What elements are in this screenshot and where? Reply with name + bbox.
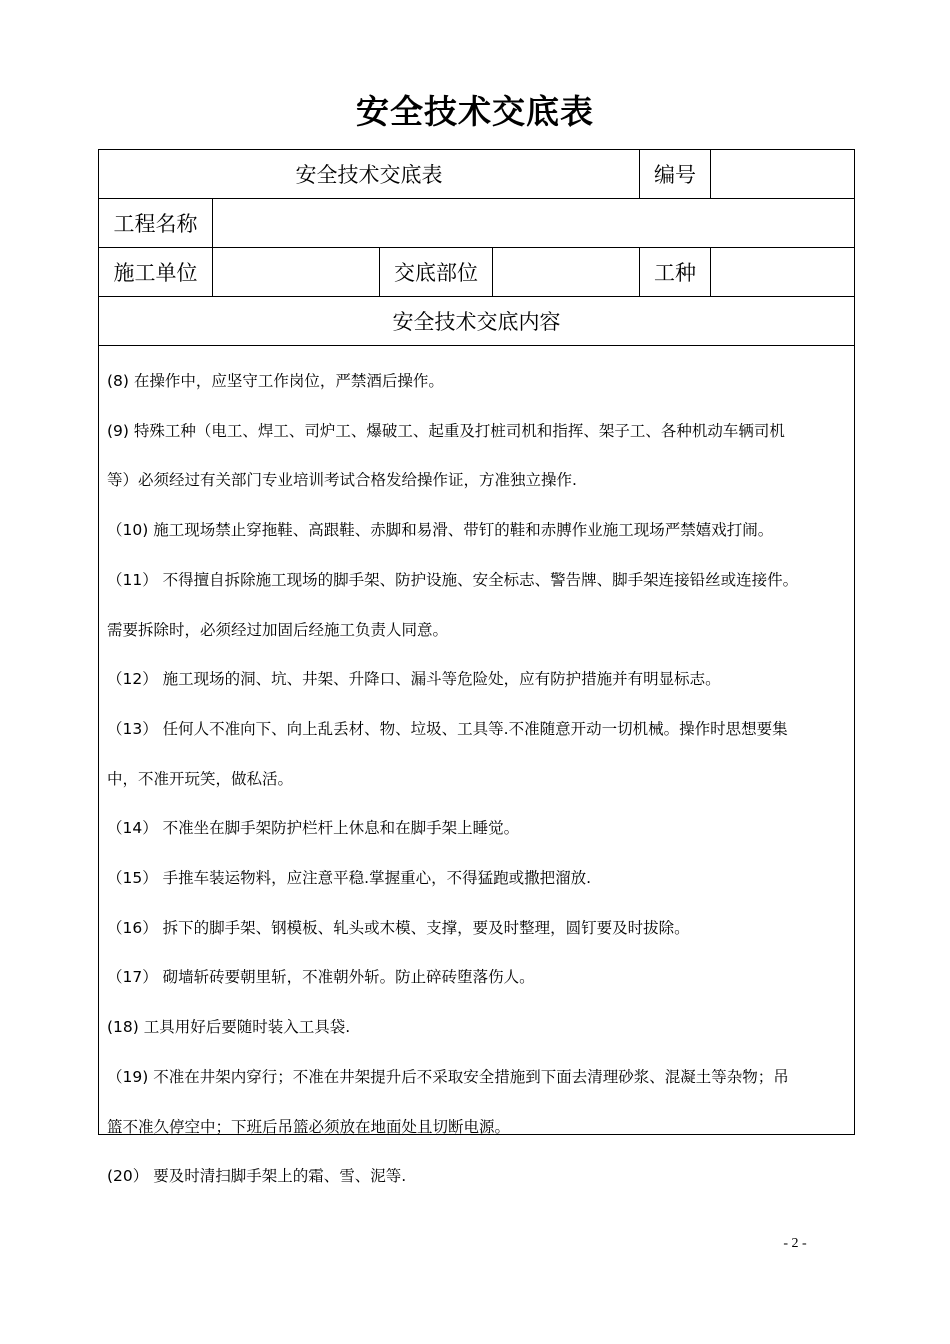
content-line: 中，不准开玩笑，做私活。 <box>107 769 294 788</box>
content-line: （13） 任何人不准向下、向上乱丢材、物、垃圾、工具等.不准随意开动一切机械。操作时思想要集 <box>107 719 788 738</box>
content-line: (20） 要及时清扫脚手架上的霜、雪、泥等. <box>107 1167 407 1186</box>
content-heading-row <box>99 297 855 346</box>
content-body <box>99 346 854 1186</box>
unit-row <box>99 248 855 297</box>
content-line: 等）必须经过有关部门专业培训考试合格发给操作证，方准独立操作. <box>107 471 577 490</box>
number-label: 编号 <box>640 150 711 199</box>
content-line: 篮不准久停空中；下班后吊篮必须放在地面处且切断电源。 <box>107 1117 511 1136</box>
content-line: （17） 砌墙斩砖要朝里斩，不准朝外斩。防止碎砖堕落伤人。 <box>107 968 535 987</box>
content-line: （14） 不准坐在脚手架防护栏杆上休息和在脚手架上睡觉。 <box>107 819 520 838</box>
page-number: - 2 - <box>783 1236 807 1251</box>
document-title: 安全技术交底表 <box>356 92 594 131</box>
work-type-label: 工种 <box>640 248 711 297</box>
content-line: （15） 手推车装运物料，应注意平稳.掌握重心，不得猛跑或撒把溜放. <box>107 869 592 888</box>
construction-unit-label: 施工单位 <box>99 248 213 297</box>
work-type-field[interactable] <box>711 248 855 297</box>
number-field[interactable] <box>711 150 855 199</box>
construction-unit-field[interactable] <box>213 248 380 297</box>
project-name-row <box>99 199 855 248</box>
table-header-title: 安全技术交底表 <box>99 150 640 199</box>
briefing-part-label: 交底部位 <box>380 248 493 297</box>
content-heading: 安全技术交底内容 <box>99 297 855 346</box>
project-name-label: 工程名称 <box>99 199 213 248</box>
table-header-row <box>99 150 855 199</box>
content-line: （10) 施工现场禁止穿拖鞋、高跟鞋、赤脚和易滑、带钉的鞋和赤膊作业施工现场严禁嬉戏打闹。 <box>107 521 774 540</box>
content-line: (9) 特殊工种（电工、焊工、司炉工、爆破工、起重及打桩司机和指挥、架子工、各种机动车辆司机 <box>107 421 785 440</box>
content-row <box>99 346 855 1135</box>
project-name-field[interactable] <box>213 199 855 248</box>
content-line: (18) 工具用好后要随时装入工具袋. <box>107 1018 351 1037</box>
safety-briefing-table <box>98 149 855 1186</box>
content-line: （11） 不得擅自拆除施工现场的脚手架、防护设施、安全标志、警告牌、脚手架连接铅丝或连接件。 <box>107 570 799 589</box>
content-line: (8) 在操作中，应坚守工作岗位，严禁酒后操作。 <box>107 372 444 390</box>
content-line: 需要拆除时，必须经过加固后经施工负责人同意。 <box>107 620 449 639</box>
content-line: （16） 拆下的脚手架、钢模板、轧头或木模、支撑，要及时整理，圆钉要及时拔除。 <box>107 918 690 937</box>
briefing-part-field[interactable] <box>493 248 640 297</box>
content-line: （19) 不准在井架内穿行；不准在井架提升后不采取安全措施到下面去清理砂浆、混凝土等杂物；吊 <box>107 1067 789 1086</box>
content-line: （12） 施工现场的洞、坑、井架、升降口、漏斗等危险处，应有防护措施并有明显标志。 <box>107 670 721 689</box>
content-cell <box>99 346 855 1186</box>
